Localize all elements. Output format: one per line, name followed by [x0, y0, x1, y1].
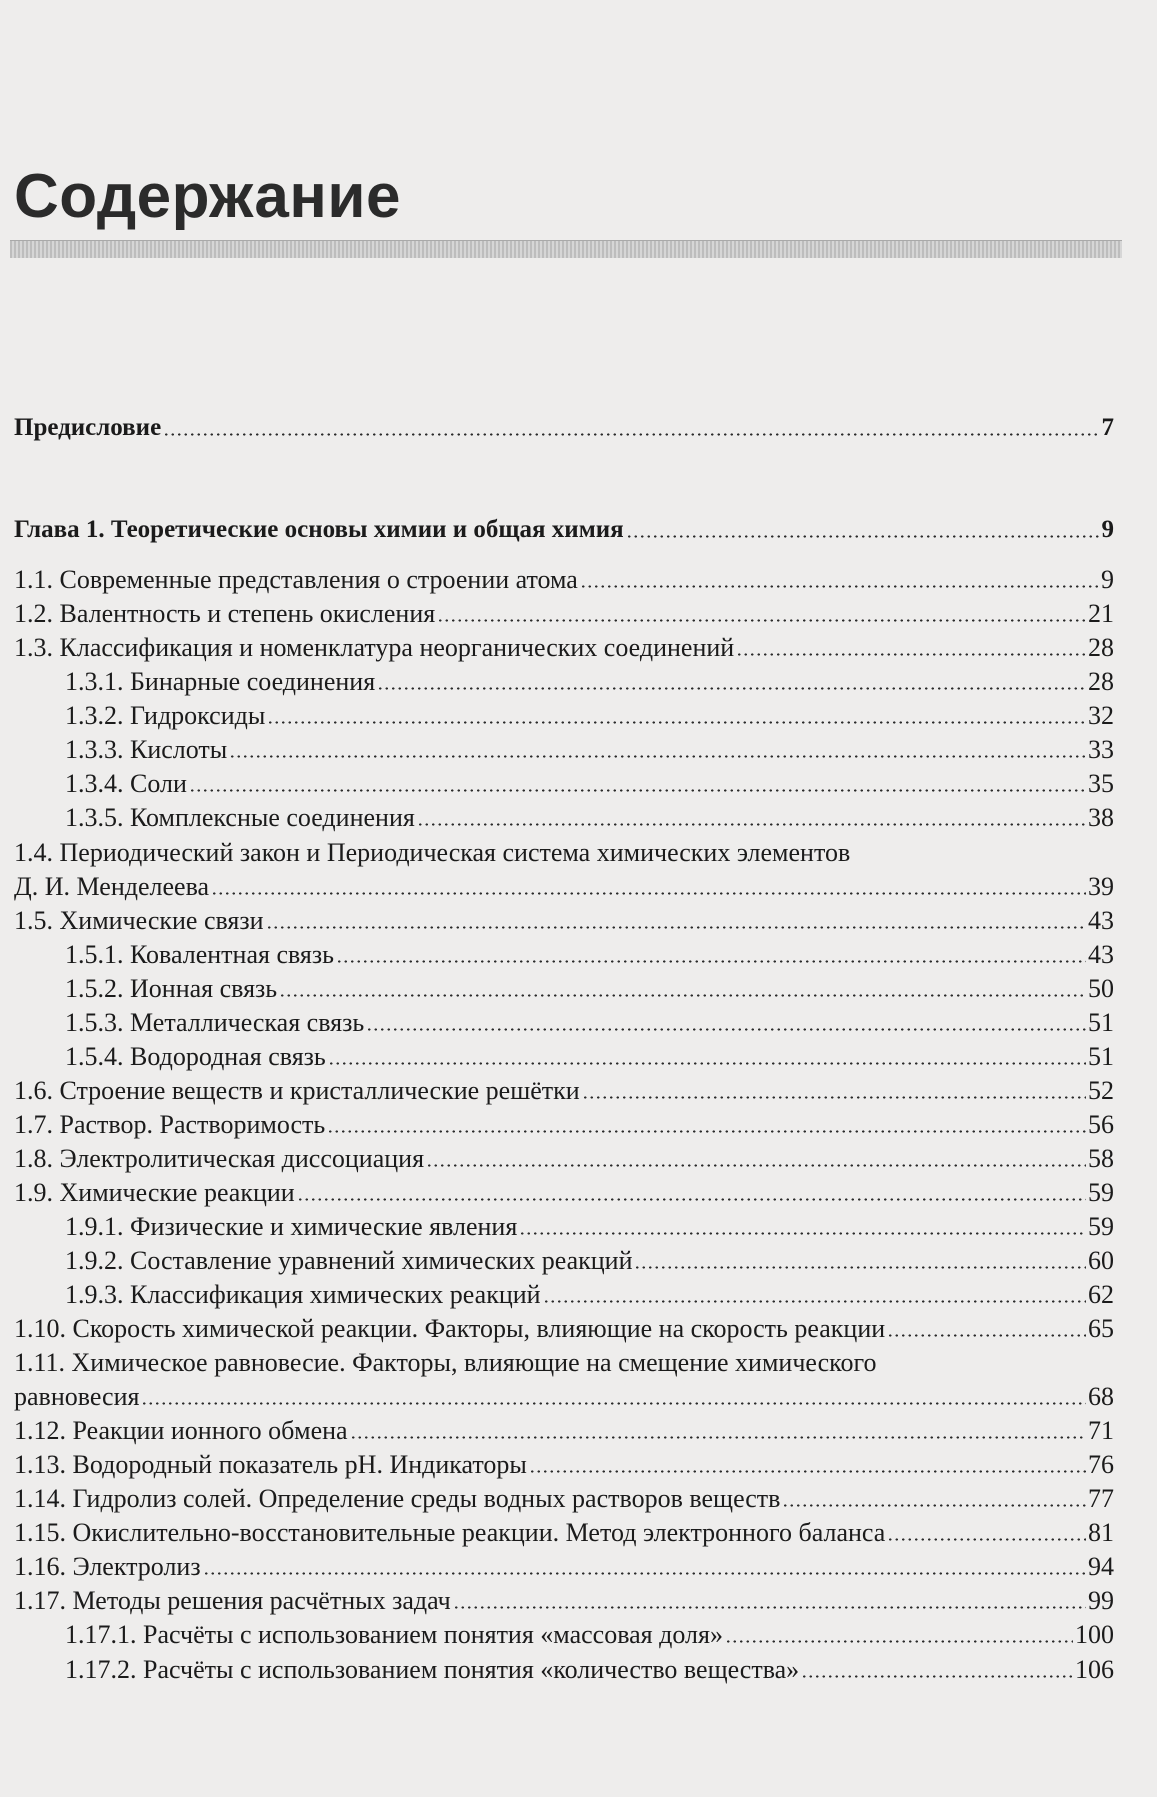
toc-leader-dots [336, 960, 1086, 963]
toc-page-number: 59 [1088, 1178, 1114, 1207]
toc-page-number: 28 [1088, 633, 1114, 662]
page-title: Содержание [14, 162, 401, 231]
toc-page-number: 28 [1088, 667, 1114, 696]
toc-entry-text: 1.9. Химические реакции [14, 1178, 295, 1207]
toc-page-number: 62 [1088, 1280, 1114, 1309]
toc-leader-dots [266, 926, 1086, 929]
toc-section-entry [14, 1144, 1114, 1174]
toc-page-number: 39 [1088, 872, 1114, 901]
toc-entry-text: 1.5.4. Водородная связь [65, 1042, 326, 1071]
toc-page-number: 68 [1088, 1382, 1114, 1411]
toc-entry-text: 1.17.2. Расчёты с использованием понятия «количество вещества» [65, 1655, 800, 1684]
toc-section-entry [14, 872, 1114, 902]
toc-leader-dots [634, 1266, 1086, 1269]
toc-page-number: 21 [1088, 599, 1114, 628]
toc-page-number: 43 [1088, 906, 1114, 935]
toc-leader-dots [725, 1640, 1073, 1643]
toc-entry-text: 1.17. Методы решения расчётных задач [14, 1586, 451, 1615]
toc-entry-text: Глава 1. Теоретические основы химии и общая химия [14, 516, 624, 543]
toc-page-number: 71 [1088, 1416, 1114, 1445]
toc-page-number: 100 [1075, 1620, 1114, 1649]
toc-leader-dots [437, 619, 1086, 622]
toc-page-number: 81 [1088, 1518, 1114, 1547]
toc-entry-text: 1.9.1. Физические и химические явления [65, 1212, 518, 1241]
toc-leader-dots [366, 1028, 1086, 1031]
toc-entry-text: 1.15. Окислительно-восстановительные реакции. Метод электронного баланса [14, 1518, 886, 1547]
toc-page-number: 51 [1088, 1008, 1114, 1037]
toc-section-entry [14, 1110, 1114, 1140]
toc-subsection-entry [65, 1008, 1114, 1038]
toc-entry-text: 1.5.1. Ковалентная связь [65, 940, 335, 969]
toc-page-number: 58 [1088, 1144, 1114, 1173]
toc-page-number: 52 [1088, 1076, 1114, 1105]
toc-section-entry [14, 633, 1114, 663]
toc-section-entry [14, 1416, 1114, 1446]
toc-section-entry [14, 1586, 1114, 1616]
toc-leader-dots [141, 1402, 1086, 1405]
toc-page-number: 77 [1088, 1484, 1114, 1513]
toc-chapter-entry [14, 413, 1114, 443]
toc-subsection-entry [65, 1042, 1114, 1072]
toc-entry-text: 1.11. Химическое равновесие. Факторы, влияющие на смещение химического [14, 1348, 877, 1377]
toc-entry-text: 1.14. Гидролиз солей. Определение среды водных растворов веществ [14, 1484, 781, 1513]
toc-leader-dots [582, 1096, 1086, 1099]
toc-page-number: 60 [1088, 1246, 1114, 1275]
toc-leader-dots [801, 1675, 1073, 1678]
toc-section-entry [14, 1484, 1114, 1514]
toc-page-number: 43 [1088, 940, 1114, 969]
toc-subsection-entry [65, 1620, 1114, 1650]
toc-entry-text: Предисловие [14, 414, 162, 441]
toc-entry-text: 1.2. Валентность и степень окисления [14, 599, 436, 628]
toc-entry-text: 1.5. Химические связи [14, 906, 264, 935]
title-divider [10, 240, 1122, 258]
toc-leader-dots [279, 994, 1086, 997]
toc-leader-dots [417, 823, 1086, 826]
toc-section-entry [14, 565, 1114, 595]
toc-leader-dots [297, 1198, 1086, 1201]
toc-page-number: 35 [1088, 769, 1114, 798]
toc-subsection-entry [65, 701, 1114, 731]
toc-entry-text: 1.6. Строение веществ и кристаллические решётки [14, 1076, 580, 1105]
toc-entry-text: 1.3.4. Соли [65, 769, 187, 798]
toc-entry-text: 1.9.3. Классификация химических реакций [65, 1280, 541, 1309]
toc-subsection-entry [65, 974, 1114, 1004]
toc-subsection-entry [65, 1655, 1114, 1685]
toc-page-number: 76 [1088, 1450, 1114, 1479]
toc-leader-dots [163, 433, 1099, 436]
toc-entry-text: 1.1. Современные представления о строении атома [14, 565, 578, 594]
toc-section-entry [14, 1076, 1114, 1106]
toc-section-entry [14, 1178, 1114, 1208]
toc-section-entry [14, 906, 1114, 936]
toc-section-entry [14, 1450, 1114, 1480]
toc-leader-dots [529, 1470, 1086, 1473]
toc-leader-dots [453, 1606, 1086, 1609]
toc-entry-text: 1.13. Водородный показатель pH. Индикаторы [14, 1450, 527, 1479]
toc-chapter-entry [14, 515, 1114, 545]
toc-subsection-entry [65, 735, 1114, 765]
toc-entry-text: 1.5.3. Металлическая связь [65, 1008, 365, 1037]
toc-page-number: 94 [1088, 1552, 1114, 1581]
toc-leader-dots [189, 789, 1086, 792]
toc-entry-text: 1.3.3. Кислоты [65, 735, 228, 764]
toc-leader-dots [229, 755, 1086, 758]
toc-leader-dots [887, 1538, 1086, 1541]
toc-entry-text: равновесия [14, 1382, 140, 1411]
toc-page-number: 9 [1101, 516, 1114, 543]
toc-entry-text: 1.3.5. Комплексные соединения [65, 803, 415, 832]
toc-leader-dots [327, 1130, 1086, 1133]
toc-page-number: 32 [1088, 701, 1114, 730]
toc-entry-text: 1.10. Скорость химической реакции. Факторы, влияющие на скорость реакции [14, 1314, 886, 1343]
toc-leader-dots [887, 1334, 1086, 1337]
toc-page-number: 51 [1088, 1042, 1114, 1071]
toc-leader-dots [377, 687, 1086, 690]
toc-entry-text: 1.12. Реакции ионного обмена [14, 1416, 348, 1445]
toc-page-number: 59 [1088, 1212, 1114, 1241]
toc-leader-dots [580, 585, 1099, 588]
toc-subsection-entry [65, 803, 1114, 833]
toc-entry-text: 1.5.2. Ионная связь [65, 974, 278, 1003]
toc-section-entry [14, 1518, 1114, 1548]
toc-entry-text: 1.3.1. Бинарные соединения [65, 667, 376, 696]
toc-subsection-entry [65, 667, 1114, 697]
toc-page-number: 33 [1088, 735, 1114, 764]
toc-leader-dots [782, 1504, 1086, 1507]
toc-subsection-entry [65, 1246, 1114, 1276]
toc-entry-text: Д. И. Менделеева [14, 872, 210, 901]
toc-subsection-entry [65, 769, 1114, 799]
toc-entry-text: 1.3. Классификация и номенклатура неорганических соединений [14, 633, 735, 662]
toc-leader-dots [519, 1232, 1086, 1235]
toc-leader-dots [328, 1062, 1086, 1065]
toc-page-number: 7 [1101, 414, 1114, 441]
toc-page-number: 56 [1088, 1110, 1114, 1139]
toc-page-number: 50 [1088, 974, 1114, 1003]
toc-subsection-entry [65, 940, 1114, 970]
toc-leader-dots [543, 1300, 1086, 1303]
toc-entry-text: 1.9.2. Составление уравнений химических реакций [65, 1246, 633, 1275]
toc-page-number: 65 [1088, 1314, 1114, 1343]
toc-entry-text: 1.16. Электролиз [14, 1552, 201, 1581]
toc-subsection-entry [65, 1212, 1114, 1242]
toc-entry-text: 1.4. Периодический закон и Периодическая система химических элементов [14, 838, 851, 867]
toc-leader-dots [350, 1436, 1086, 1439]
toc-entry-text: 1.17.1. Расчёты с использованием понятия «массовая доля» [65, 1620, 723, 1649]
toc-subsection-entry [65, 1280, 1114, 1310]
toc-section-entry [14, 1382, 1114, 1412]
toc-section-entry [14, 1552, 1114, 1582]
toc-leader-dots [426, 1164, 1086, 1167]
toc-leader-dots [203, 1572, 1086, 1575]
toc-section-entry [14, 1314, 1114, 1344]
toc-leader-dots [211, 892, 1086, 895]
toc-leader-dots [626, 535, 1100, 538]
toc-leader-dots [736, 653, 1086, 656]
toc-page-number: 38 [1088, 803, 1114, 832]
toc-page-number: 99 [1088, 1586, 1114, 1615]
toc-page-number: 9 [1101, 565, 1114, 594]
toc-leader-dots [267, 721, 1086, 724]
toc-page-number: 106 [1075, 1655, 1114, 1684]
toc-entry-text: 1.3.2. Гидроксиды [65, 701, 266, 730]
toc-entry-text: 1.7. Раствор. Растворимость [14, 1110, 326, 1139]
toc-section-entry [14, 599, 1114, 629]
toc-entry-text: 1.8. Электролитическая диссоциация [14, 1144, 425, 1173]
